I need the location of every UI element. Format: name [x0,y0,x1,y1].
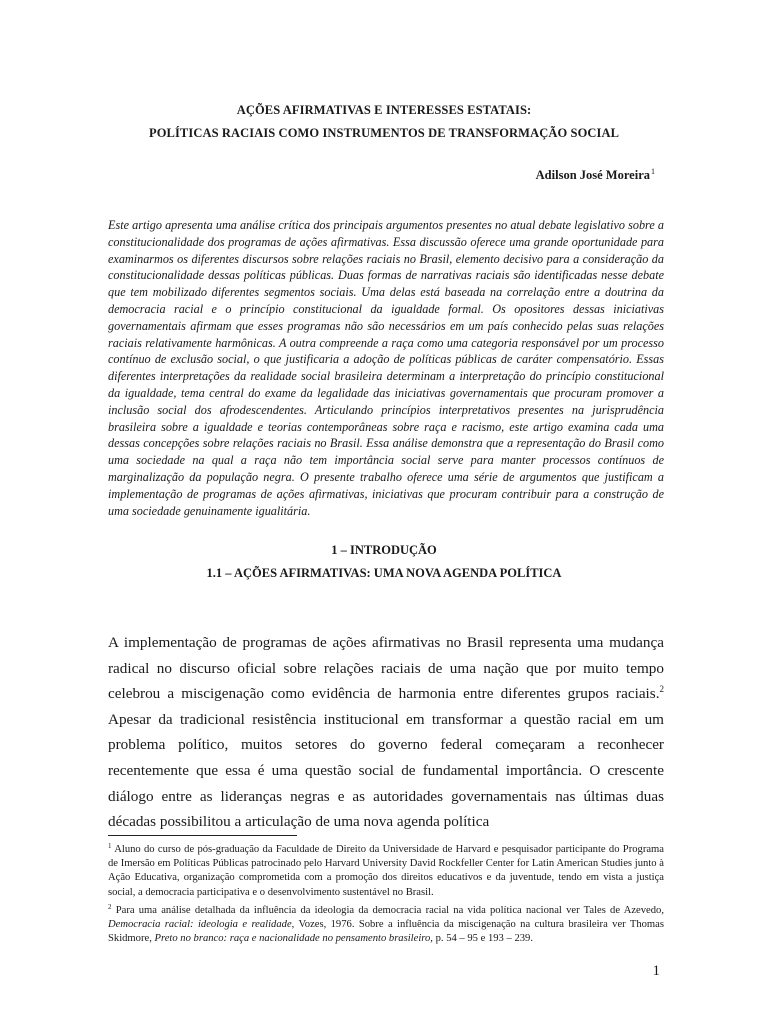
title-line-1: AÇÕES AFIRMATIVAS E INTERESSES ESTATAIS: [236,103,532,117]
subsection-heading: 1.1 – AÇÕES AFIRMATIVAS: UMA NOVA AGENDA POLÍTICA [206,566,562,580]
footnote-2-text-a: Para uma análise detalhada da influência da ideologia da democracia racial na vida política nacional ver Tales de Azevedo, [111,905,664,916]
body-text-part-1: A implementação de programas de ações afirmativas no Brasil representa uma mudança radical no discurso oficial sobre relações raciais de uma nação que por muito tempo celebrou a miscigenação como evidência de harmonia entre diferentes grupos raciais. [108,634,664,703]
body-text-part-2: Apesar da tradicional resistência institucional em transformar a questão racial em um problema político, muitos setores do governo federal começaram a reconhecer recentemente que essa é uma questão social de fundamental importância. O crescente diálogo entre as lideranças negras e as autoridades governamentais nas últimas duas décadas possibilitou a articulação de uma nova agenda política [108,710,664,831]
footnote-1-text: Aluno do curso de pós-graduação da Faculdade de Direito da Universidade de Harvard e pesquisador participante do Programa de Imersão em Políticas Públicas patrocinado pelo Harvard University David Rockfeller Center for Latin American Studies junto à Ação Educativa, organização comprometida com a promoção dos direitos educativos e da juventude, tendo em vista a justiça social, a democracia participativa e o desenvolvimento sustentável no Brasil. [108,844,664,898]
footnote-1-mark: 1 [108,842,112,850]
footnote-1 [108,843,664,900]
footnote-2-text-c: , p. 54 – 95 e 193 – 239. [430,933,533,945]
footnote-2-book-title-2: Preto no branco: raça e nacionalidade no pensamento brasileiro [154,933,431,945]
abstract: Este artigo apresenta uma análise crítica dos principais argumentos presentes no atual debate legislativo sobre a constitucionalidade dos programas de ações afirmativas. Essa discussão oferece uma grande oportunidade para examinarmos os diferentes discursos sobre relações raciais no Brasil, elemento decisivo para a consideração da constitucionalidade dessas políticas públicas. Duas formas de narrativas raciais são identificadas nesse debate que tem mobilizado diferentes segmentos sociais. Uma delas está baseada na correlação entre a doutrina da democracia racial e o princípio constitucional da igualdade formal. Os opositores dessas iniciativas governamentais afirmam que esses programas não são necessários em um país conhecido pelas suas relações raciais relativamente harmônicas. A outra compreende a raça como uma categoria responsável por um processo contínuo de exclusão social, o que justificaria a adoção de políticas públicas de caráter compensatório. Essas diferentes interpretações da realidade social brasileira determinam a interpretação do princípio constitucional da igualdade, tema central do exame da legalidade das iniciativas governamentais que procuram promover a inclusão social dos afrodescendentes. Articulando princípios interpretativos presentes na jurisprudência brasileira sobre a igualdade e teorias contemporâneas sobre raça e racismo, este artigo examina cada uma dessas concepções sobre relações raciais no Brasil. Essa análise demonstra que a representação do Brasil como uma sociedade na qual a raça não tem importância social serve para manter processos contínuos de marginalização da população negra. O presente trabalho oferece uma série de argumentos que justificam a implementação de programas de ações afirmativas, iniciativas que procuram contribuir para a construção de uma sociedade genuinamente igualitária. [108,218,664,518]
footnote-2 [108,904,664,947]
footnote-2-book-title-1: Democracia racial: ideologia e realidade [108,919,292,931]
footnote-ref-2: 2 [659,684,664,695]
author [536,167,655,183]
title-line-2: POLÍTICAS RACIAIS COMO INSTRUMENTOS DE TRANSFORMAÇÃO SOCIAL [148,126,620,140]
author-footnote-ref: 1 [651,167,655,176]
footnote-2-text-b: , Vozes, 1976. Sobre a influência da miscigenação na cultura brasileira ver Thomas Skidmore, [108,919,664,945]
section-heading: 1 – INTRODUÇÃO [331,543,437,557]
author-name: Adilson José Moreira [535,168,650,182]
footnote-divider [108,835,297,836]
body-paragraph [108,630,664,835]
page-number: 1 [652,963,660,979]
footnote-2-mark: 2 [108,903,112,911]
